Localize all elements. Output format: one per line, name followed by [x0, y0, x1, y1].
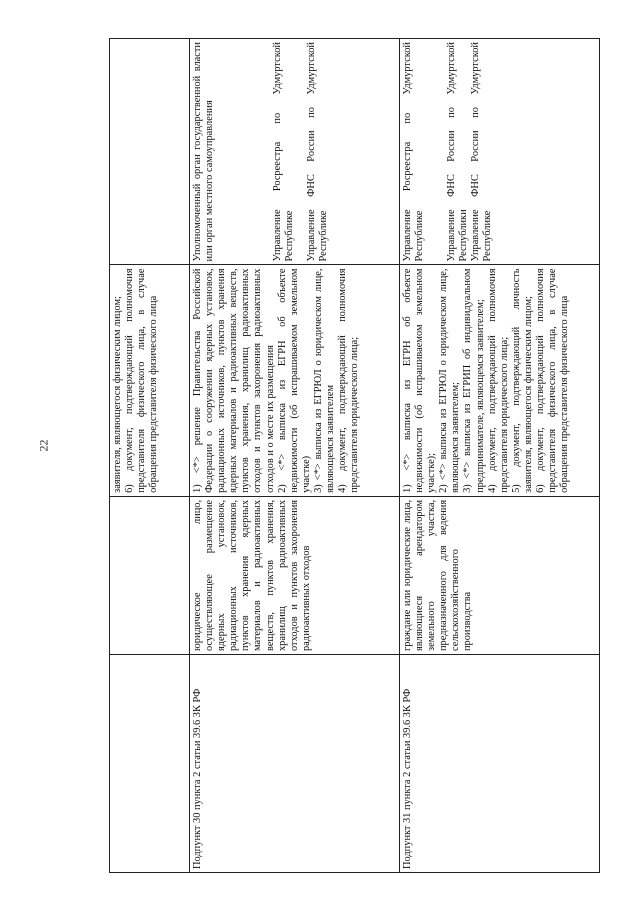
authority-item: Управление ФНС России по Удмуртской Республике — [469, 41, 493, 261]
cell-authority — [189, 38, 399, 265]
cell-article — [109, 654, 189, 872]
document-item: 4) документ, подтверждающий полномочия представителя юридического лица; — [486, 268, 510, 493]
authority-item: Управление ФНС России по Удмуртской Республике — [305, 41, 329, 261]
authority-item: Управление Росреестра по Удмуртской Республике — [271, 41, 295, 261]
cell-documents — [189, 265, 399, 496]
table-row — [189, 38, 399, 872]
requirements-table — [109, 38, 600, 873]
table-row — [109, 38, 189, 872]
page-number: 22 — [36, 439, 51, 452]
cell-article: Подпункт 31 пункта 2 статьи 39.6 ЗК РФ — [399, 654, 599, 872]
cell-documents — [399, 265, 599, 496]
cell-applicant: граждане или юридические лица, являющиеся арендатором земельного участка, предназначенного для ведения сельскохозяйственного производства — [399, 496, 599, 654]
document-item: 1) <*> выписка из ЕГРН об объекте недвижимости (об испрашиваемом земельном участке); — [401, 268, 437, 493]
document-item: 6) документ, подтверждающий полномочия представителя физического лица, в случае обращения представителя физического лица — [123, 268, 159, 493]
document-item: 3) <*> выписка из ЕГРЮЛ о юридическом лице, являющемся заявителем — [312, 268, 336, 493]
document-table — [109, 37, 599, 872]
document-item: 4) документ, подтверждающий полномочия представителя юридического лица; — [336, 268, 360, 493]
authority-item: Управление ФНС России по Удмуртской Республики — [445, 41, 469, 261]
document-item: 2) <*> выписка из ЕГРН об объекте недвижимости (об испрашиваемом земельном участке) — [276, 268, 312, 493]
document-item: 5) документ, подтверждающий личность заявителя, являющегося физическим лицом; — [510, 268, 534, 493]
document-item: 6) документ, подтверждающий полномочия представителя физического лица, в случае обращения представителя физического лица — [534, 268, 570, 493]
cell-applicant — [109, 496, 189, 654]
cell-authority — [399, 38, 599, 265]
cell-documents — [109, 265, 189, 496]
authority-item: Управление Росреестра по Удмуртской Республике — [401, 41, 425, 261]
document-item: заявителя, являющегося физическим лицом; — [111, 295, 123, 493]
document-item: 1) <*> решение Правительства Российской Федерации о сооружении ядерных установок, радиационных источников, пунктов хранения ядерных материалов и радиоактивных веществ, пунктов хранения, хранилищ радиоактивных отходов и пунктов захоронения радиоактивных отходов и о месте их размещения — [191, 268, 276, 493]
document-item: 2) <*> выписка из ЕГРЮЛ о юридическом лице, являющемся заявителем; — [437, 268, 461, 493]
cell-article: Подпункт 30 пункта 2 статьи 39.6 ЗК РФ — [189, 654, 399, 872]
document-item: 3) <*> выписка из ЕГРИП об индивидуальном предпринимателе, являющемся заявителем; — [461, 268, 486, 493]
cell-applicant: юридическое лицо, осуществляющее размещение ядерных установок, радиационных источников, пунктов хранения ядерных материалов и радиоактивных веществ, пунктов хранения, хранилищ радиоактивных отходов и пунктов захоронения радиоактивных отходов — [189, 496, 399, 654]
table-row — [399, 38, 599, 872]
cell-authority — [109, 38, 189, 265]
authority-item: Уполномоченный орган государственной власти или орган местного самоуправления — [191, 41, 215, 261]
